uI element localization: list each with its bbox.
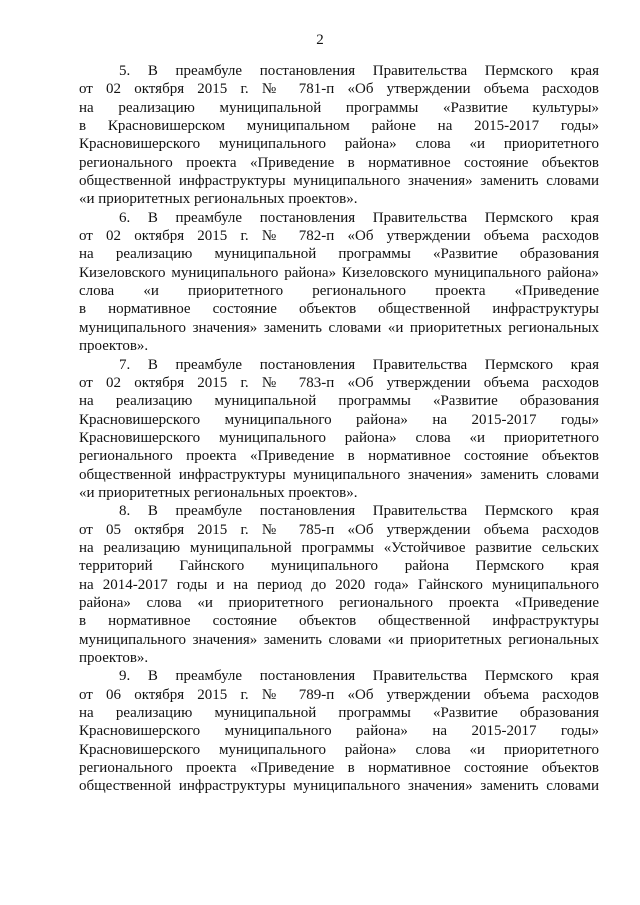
- text-line: на реализацию муниципальной программы «Развитие культуры»: [79, 99, 599, 116]
- text-line: регионального проекта «Приведение в нормативное состояние объектов: [79, 760, 599, 777]
- text-line: муниципального значения» заменить словами «и приоритетных региональных: [79, 319, 599, 336]
- text-line: 5. В преамбуле постановления Правительства Пермского края: [119, 63, 599, 79]
- text-line: района» слова «и приоритетного регионального проекта «Приведение: [79, 594, 599, 611]
- text-line: от 05 октября 2015 г. № 785-п «Об утверждении объема расходов: [79, 521, 599, 538]
- text-line: Кизеловского муниципального района» Кизеловского муниципального района»: [79, 264, 599, 281]
- paragraph-5: [79, 62, 599, 209]
- text-line: проектов».: [79, 650, 149, 666]
- paragraph-8: [79, 502, 599, 667]
- text-line: общественной инфраструктуры муниципального значения» заменить словами: [79, 173, 599, 190]
- text-line: от 02 октября 2015 г. № 781-п «Об утверждении объема расходов: [79, 81, 599, 98]
- page-number: 2: [316, 32, 324, 48]
- text-line: в нормативное состояние объектов общественной инфраструктуры: [79, 613, 599, 630]
- text-line: Красновишерского муниципального района» слова «и приоритетного: [79, 429, 599, 446]
- text-line: Красновишерского муниципального района» слова «и приоритетного: [79, 136, 599, 153]
- text-line: 9. В преамбуле постановления Правительства Пермского края: [119, 668, 599, 685]
- text-line: регионального проекта «Приведение в нормативное состояние объектов: [79, 154, 599, 171]
- paragraph-9: [79, 667, 599, 795]
- text-line: общественной инфраструктуры муниципального значения» заменить словами: [79, 466, 599, 483]
- text-line: муниципального значения» заменить словами «и приоритетных региональных: [79, 631, 599, 648]
- text-line: «и приоритетных региональных проектов».: [79, 484, 358, 501]
- text-line: на реализацию муниципальной программы «Развитие образования: [79, 246, 599, 263]
- text-line: регионального проекта «Приведение в нормативное состояние объектов: [79, 448, 599, 465]
- text-line: от 02 октября 2015 г. № 783-п «Об утверждении объема расходов: [79, 374, 599, 391]
- text-line: Красновишерского муниципального района» на 2015-2017 годы»: [79, 723, 599, 740]
- text-line: 6. В преамбуле постановления Правительства Пермского края: [119, 209, 599, 226]
- text-line: от 06 октября 2015 г. № 789-п «Об утверждении объема расходов: [79, 686, 599, 703]
- text-line: на 2014-2017 годы и на период до 2020 года» Гайнского муниципального: [79, 576, 599, 593]
- text-line: 8. В преамбуле постановления Правительства Пермского края: [119, 503, 599, 520]
- paragraph-7: [79, 356, 599, 503]
- text-line: слова «и приоритетного регионального проекта «Приведение: [79, 283, 599, 300]
- text-line: на реализацию муниципальной программы «Устойчивое развитие сельских: [79, 539, 599, 556]
- text-line: в нормативное состояние объектов общественной инфраструктуры: [79, 301, 599, 318]
- paragraph-6: [79, 209, 599, 356]
- text-line: 7. В преамбуле постановления Правительства Пермского края: [119, 356, 599, 373]
- text-line: общественной инфраструктуры муниципального значения» заменить словами: [79, 778, 599, 795]
- text-line: Красновишерского муниципального района» на 2015-2017 годы»: [79, 411, 599, 428]
- text-line: от 02 октября 2015 г. № 782-п «Об утверждении объема расходов: [79, 228, 599, 245]
- text-line: на реализацию муниципальной программы «Развитие образования: [79, 393, 599, 410]
- text-line: территорий Гайнского муниципального района Пермского края: [79, 558, 599, 575]
- text-line: в Красновишерском муниципальном районе на 2015-2017 годы»: [79, 118, 599, 135]
- text-line: Красновишерского муниципального района» слова «и приоритетного: [79, 741, 599, 758]
- text-line: «и приоритетных региональных проектов».: [79, 191, 358, 208]
- text-line: проектов».: [79, 338, 149, 355]
- document-body: [79, 62, 599, 796]
- text-line: на реализацию муниципальной программы «Развитие образования: [79, 705, 599, 722]
